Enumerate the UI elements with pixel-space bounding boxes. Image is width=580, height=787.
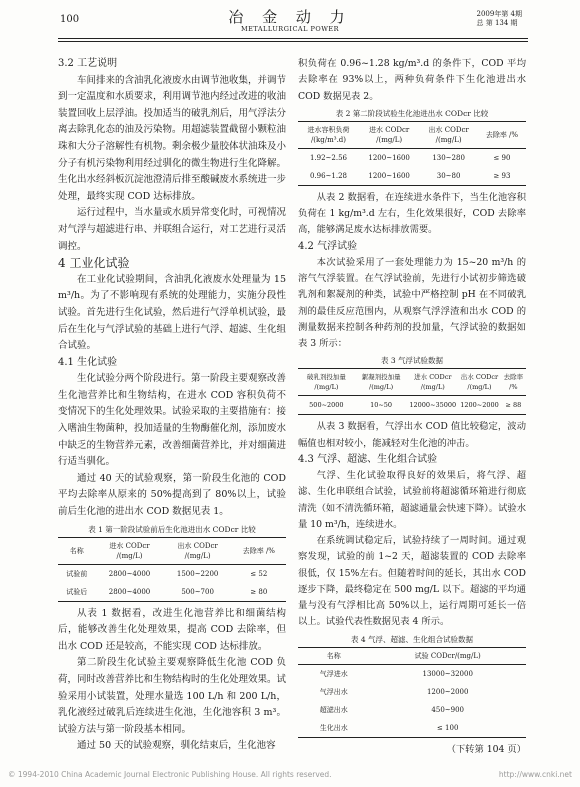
table-row — [298, 683, 526, 701]
table-cell: 500~700 — [164, 583, 232, 602]
table-cell: 2800~4000 — [108, 569, 151, 578]
paragraph: 气浮、生化试验取得良好的效果后，将气浮、超滤、生化串联组合试验，试验前将超滤循环箱进行彻底清洗（如不清洗循环箱，超滤通量会快速下降）。试验水量 10 m³/h，连续进水。 — [298, 470, 526, 530]
table-cell: 试验前 — [66, 569, 88, 578]
column-header: 出水 CODcr /(mg/L) — [458, 369, 501, 396]
table-cell: 1200~1600 — [359, 167, 419, 186]
table-row — [298, 701, 526, 719]
paragraph: 通过 40 天的试验观察，第一阶段生化池的 COD 平均去除率从原来的 50%提高到了 80%以上，试验前后生化池的进出水 COD 数据见表 1。 — [58, 472, 286, 518]
section-4-2-heading: 4.2 气浮试验 — [298, 240, 358, 252]
table-caption: 表 3 气浮试验数据 — [380, 356, 444, 366]
table-cell: ≥ 88 — [501, 396, 526, 415]
section-4-1-heading: 4.1 生化试验 — [58, 356, 118, 368]
continued-note: （下转第 104 页） — [446, 743, 526, 755]
table-caption: 表 4 气浮、超滤、生化组合试验数据 — [350, 634, 474, 644]
table-1 — [58, 524, 286, 602]
table-cell: 试验后 — [58, 583, 95, 602]
table-cell: 450~900 — [431, 705, 464, 714]
table-cell: 2800~4000 — [95, 583, 163, 602]
table-cell: ≤ 100 — [369, 719, 526, 738]
column-header: 絮凝剂投加量 /(mg/L) — [355, 369, 408, 396]
journal-subtitle: METALLURGICAL POWER — [240, 25, 340, 33]
table-row — [298, 719, 526, 738]
paragraph: 从表 1 数据看，改进生化池营养比和细菌结构后，能够改善生化处理效果，提高 COD 去除率，但出水 COD 还是较高，不能实现 COD 达标排放。 — [58, 607, 286, 652]
copyright-footer — [8, 770, 572, 779]
column-header: 去除率 /% — [232, 537, 286, 564]
column-header: 去除率 /% — [501, 369, 526, 396]
table-cell: ≤ 90 — [493, 153, 511, 162]
table-cell: 气浮进水 — [319, 669, 348, 678]
left-column — [58, 56, 286, 755]
paragraph: 车间排来的含油乳化液废水由调节池收集，并调节到一定温度和水质要求，利用调节池内经过改进的收油装置回收上层浮油。投加适当的破乳剂后，用气浮法分离去除乳化态的油及污染物。用超滤装置截留小颗粒油珠和大分子溶解性有机物。剩余极少量胶体状油珠及小分子有机污染物利用经过驯化的微生物进行生化降解。生化出水经斜板沉淀池澄清后排至酸碱废水系统进一步处理，最终实现 COD 达标排放。 — [58, 74, 287, 202]
table-row — [298, 396, 526, 415]
table-cell: 1500~2200 — [176, 569, 219, 578]
table-cell: 13000~32000 — [422, 669, 473, 678]
header-rule-thin — [58, 41, 528, 42]
section-4-heading: 4 工业化试验 — [58, 256, 130, 271]
column-header: 名称 — [58, 537, 95, 564]
paragraph: 从表 2 数据看，在连续进水条件下，当生化池容积负荷在 1 kg/m³.d 左右，生化效果很好，COD 去除率高，能够满足废水达标排放需要。 — [298, 191, 526, 236]
table-cell: 130~280 — [432, 153, 465, 162]
column-header: 出水 CODcr /(mg/L) — [164, 537, 232, 564]
table-cell: 生化出水 — [298, 719, 369, 738]
table-cell: 500~2000 — [298, 396, 355, 415]
table-cell: 0.96~1.28 — [298, 167, 359, 186]
table-row — [58, 583, 286, 602]
column-header: 进水 CODcr /(mg/L) — [407, 369, 458, 396]
column-header: 试验 CODcr/(mg/L) — [369, 647, 526, 664]
table-cell: 1200~2000 — [458, 396, 501, 415]
right-column — [298, 56, 526, 758]
paragraph: 第二阶段生化试验主要观察降低生化池 COD 负荷，同时改善营养比和生物结构时的生化处理效果。试验采用小试装置，处理水量选 100 L/h 和 200 L/h，乳化液经过破乳后连续进生化池，生化池容积 3 m³。试验方法与第一阶段基本相同。 — [58, 657, 287, 735]
data-table — [298, 368, 526, 415]
paragraph: 积负荷在 0.96~1.28 kg/m³.d 的条件下，COD 平均去除率在 93%以上，两种负荷条件下生化池进出水 COD 数据见表 2。 — [298, 58, 526, 102]
table-4 — [298, 634, 526, 738]
table-row — [298, 664, 526, 683]
footer-url: http://www.cnki.net — [498, 770, 572, 779]
table-row — [58, 564, 286, 583]
table-cell: 30~80 — [419, 167, 478, 186]
table-cell: ≥ 80 — [232, 583, 286, 602]
issue-info — [477, 10, 523, 28]
column-header: 进水 CODcr /(mg/L) — [359, 121, 419, 148]
table-cell: 气浮出水 — [319, 687, 348, 696]
column-header: 破乳剂投加量 /(mg/L) — [298, 369, 355, 396]
page-header — [0, 0, 580, 42]
paragraph: 从表 3 数据看，气浮出水 COD 值比较稳定，波动幅值也相对较小，能减轻对生化池的冲击。 — [298, 421, 526, 449]
table-row — [298, 148, 526, 167]
column-header: 去除率 /% — [478, 121, 526, 148]
issue-total-line: 总 第 134 期 — [476, 19, 518, 27]
column-header: 出水 CODcr /(mg/L) — [419, 121, 478, 148]
section-3-2-heading: 3.2 工艺说明 — [58, 58, 118, 69]
data-table — [298, 647, 526, 738]
page-number: 100 — [60, 14, 80, 25]
table-row — [298, 167, 526, 186]
table-cell: 1200~1600 — [368, 153, 410, 162]
column-header: 进水 CODcr /(mg/L) — [95, 537, 163, 564]
table-2 — [298, 108, 526, 186]
column-header: 名称 — [298, 647, 369, 664]
header-rule — [58, 38, 528, 39]
table-cell: 1200~2000 — [426, 687, 469, 696]
table-3 — [298, 355, 526, 415]
section-4-3-heading: 4.3 气浮、超滤、生化组合试验 — [298, 453, 438, 465]
table-cell: 12000~35000 — [407, 396, 458, 415]
paragraph: 运行过程中，当水量或水质异常变化时，可视情况对气浮与超滤进行串、并联组合运行，对工艺进行灵活调控。 — [58, 207, 287, 252]
table-caption: 表 1 第一阶段试验前后生化池进出水 CODcr 比较 — [88, 524, 256, 534]
paragraph: 在工业化试验期间，含油乳化液废水处理量为 15 m³/h。为了不影响现有系统的处理能力，实施分段性试验。首先进行生化试验，然后进行气浮单机试验，最后在生化与气浮试验的基础上进行气浮、超滤、生化组合试验。 — [58, 273, 287, 352]
paragraph: 在系统调试稳定后，试验持续了一周时间。通过观察发现，试验的前 1~2 天，超滤装置的 COD 去除率很低，仅 15%左右。但随着时间的延长，其出水 COD 逐步下降，最终稳定在 500 mg/L 以下。超滤的平均通量与没有气浮相比高 50%以上，运行周期可延长一倍以上。试验代表性数据见表 4 所示。 — [298, 535, 526, 628]
journal-title: 冶 金 动 力 — [228, 8, 352, 26]
table-cell: ≥ 93 — [478, 167, 526, 186]
paragraph: 本次试验采用了一套处理能力为 15~20 m³/h 的溶气气浮装置。在气浮试验前，先进行小试初步筛选破乳剂和絮凝剂的种类，试验中严格控制 pH 在不同破乳剂的最佳反应范围内，从观察气浮浮渣和出水 COD 的测量数据来控制各种药剂的投加量，气浮试验的数据如表 3 所示： — [298, 256, 526, 349]
copyright-text: © 1994-2010 China Academic Journal Electronic Publishing House. All rights reserved. — [8, 770, 332, 779]
paragraph: 生化试验分两个阶段进行。第一阶段主要观察改善生化池营养比和生物结构，在进水 COD 容积负荷不变情况下的生化处理效果。试验采取的主要措施有：接入嗜油生物菌种，投加适量的生物酶催化剂，添加废水中缺乏的生物营养元素，改善细菌营养比，并对细菌进行适当驯化。 — [58, 373, 287, 468]
table-caption: 表 2 第二阶段试验生化池进出水 CODcr 比较 — [335, 108, 489, 118]
table-cell: 超滤出水 — [319, 705, 348, 714]
table-cell: 10~50 — [355, 396, 408, 415]
issue-line: 2009年第 4期 — [476, 10, 522, 18]
table-cell: 1.92~2.56 — [309, 153, 348, 162]
paragraph: 通过 50 天的试验观察，驯化结束后，生化池容 — [77, 740, 276, 752]
column-header: 进水容积负荷 /(kg/m³.d) — [298, 121, 359, 148]
data-table — [58, 537, 286, 602]
data-table — [298, 121, 526, 186]
table-cell: ≤ 52 — [250, 569, 268, 578]
